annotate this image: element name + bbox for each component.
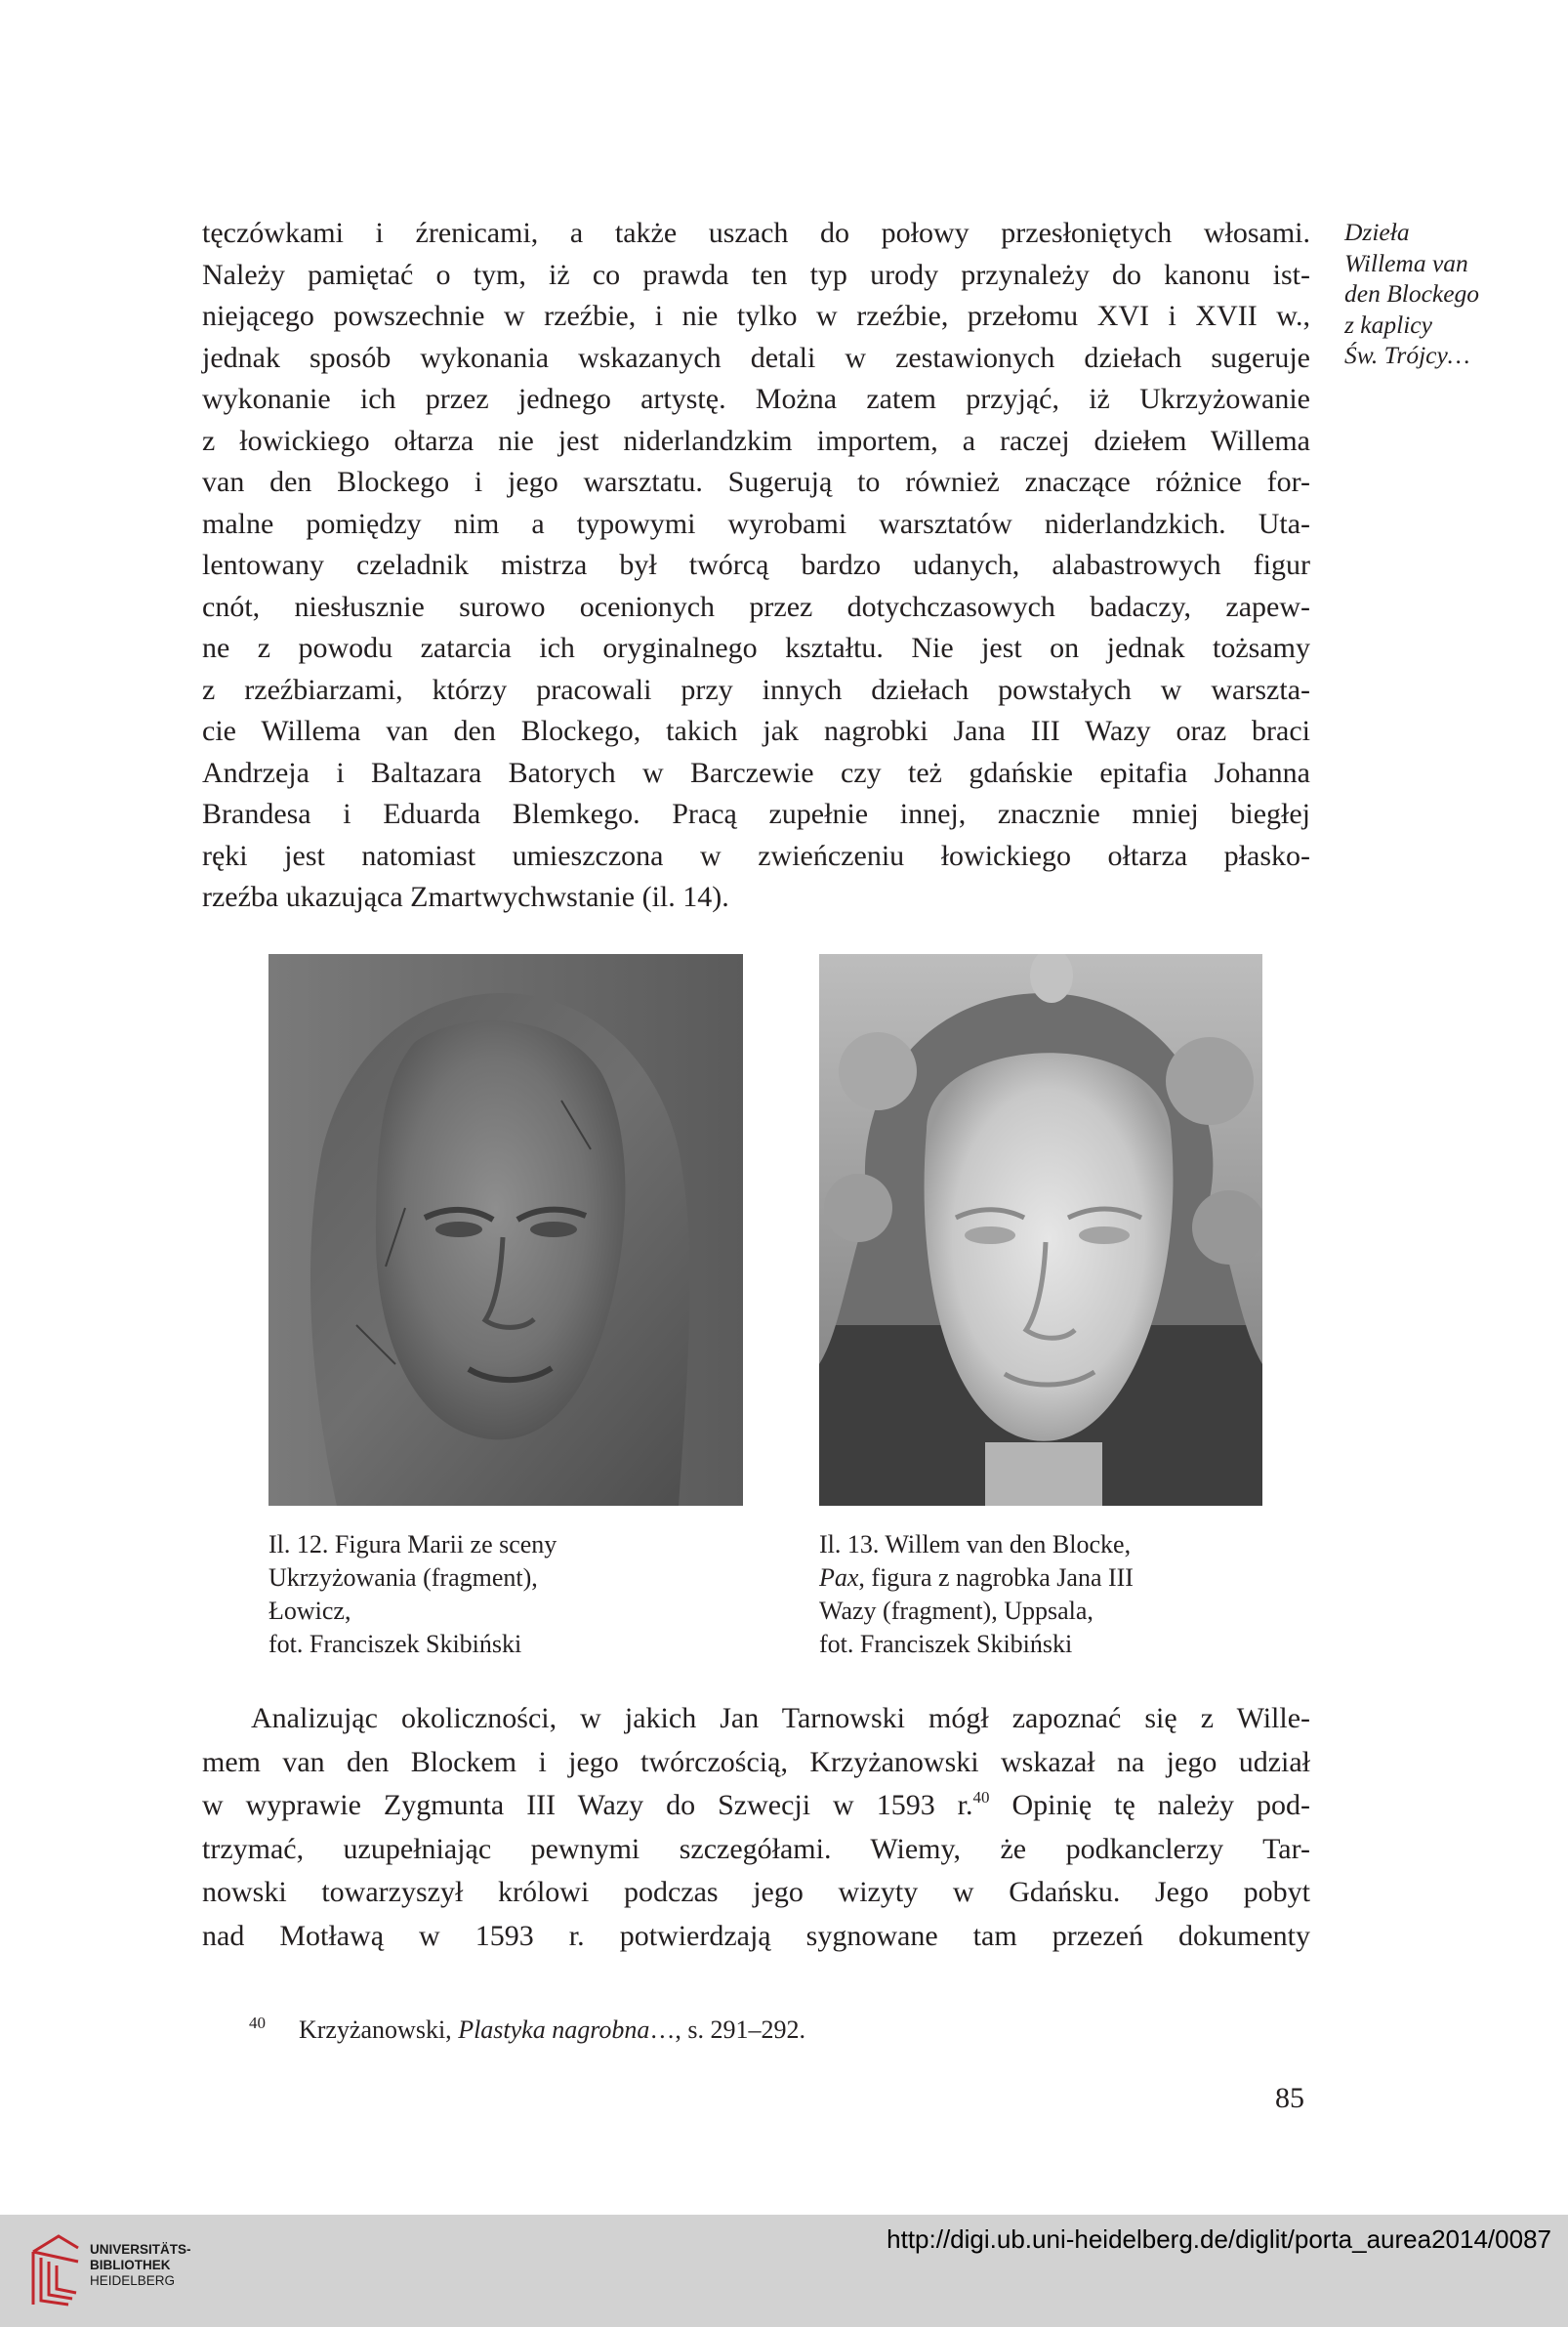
body-paragraph-2 (202, 1697, 1310, 1958)
footnote-number: 40 (249, 2014, 266, 2032)
page-number: 85 (1275, 2082, 1304, 2114)
text-segment: w wyprawie Zygmunta III Wazy do Szwecji w 1593 r. (202, 1789, 973, 1821)
logo-line: BIBLIOTHEK (90, 2258, 171, 2272)
text-line: niejącego powszechnie w rzeźbie, i nie tylko w rzeźbie, przełomu XVI i XVII w., (202, 300, 1310, 332)
marginal-note (1344, 217, 1540, 371)
figure-12-caption (268, 1528, 557, 1661)
text-line: wykonanie ich przez jednego artystę. Można zatem przyjąć, iż Ukrzyżowanie (202, 383, 1310, 415)
text-line: z łowickiego ołtarza nie jest niderlandzkim importem, a raczej dziełem Willema (202, 424, 1310, 457)
library-logo-icon[interactable] (29, 2232, 82, 2308)
figure-12-photo (268, 954, 743, 1506)
text-line: ne z powodu zatarcia ich oryginalnego kształtu. Nie jest on jednak tożsamy (202, 632, 1310, 664)
caption-italic-title: Pax (819, 1563, 859, 1592)
footnote-ref[interactable]: 40 (972, 1788, 990, 1807)
marginal-line: z kaplicy (1344, 310, 1432, 339)
figure-13-caption (819, 1528, 1134, 1661)
source-url-link[interactable]: http://digi.ub.uni-heidelberg.de/diglit/porta_aurea2014/0087 (887, 2224, 1551, 2254)
library-logo-text[interactable] (90, 2242, 191, 2289)
text-segment: Opinię tę należy pod- (989, 1789, 1311, 1821)
text-line: Należy pamiętać o tym, iż co prawda ten typ urody przynależy do kanonu ist- (202, 258, 1310, 291)
footnote-author: Krzyżanowski, (299, 2015, 459, 2044)
text-line: lentowany czeladnik mistrza był twórcą bardzo udanych, alabastrowych figur (202, 549, 1310, 581)
marginal-line: Willema van (1344, 248, 1468, 277)
logo-line: HEIDELBERG (90, 2273, 176, 2288)
footnote-pages: …, s. 291–292. (649, 2015, 805, 2044)
text-line: malne pomiędzy nim a typowymi wyrobami warsztatów niderlandzkich. Uta- (202, 507, 1310, 540)
footer-bar (0, 2215, 1568, 2327)
caption-line (819, 1561, 1134, 1595)
text-line: z rzeźbiarzami, którzy pracowali przy innych dziełach powstałych w warszta- (202, 673, 1310, 706)
text-line: jednak sposób wykonania wskazanych detali w zestawionych dziełach sugeruje (202, 341, 1310, 374)
text-line: ręki jest natomiast umieszczona w zwieńczeniu łowickiego ołtarza płasko- (202, 839, 1310, 872)
caption-line: Ukrzyżowania (fragment), (268, 1563, 538, 1592)
text-line: Brandesa i Eduarda Blemkego. Pracą zupełnie innej, znacznie mniej biegłej (202, 798, 1310, 830)
caption-line-rest: , figura z nagrobka Jana III (858, 1563, 1134, 1592)
mary-face-image (268, 954, 743, 1506)
marginal-line: Dzieła (1344, 218, 1410, 246)
text-line: tęczówkami i źrenicami, a także uszach do połowy przesłoniętych włosami. (202, 217, 1310, 249)
caption-line: fot. Franciszek Skibiński (268, 1630, 522, 1658)
marginal-line: den Blockego (1344, 279, 1480, 308)
footnote-title: Plastyka nagrobna (458, 2015, 650, 2044)
text-line: trzymać, uzupełniając pewnymi szczegółami. Wiemy, że podkanclerzy Tar- (202, 1832, 1310, 1865)
figure-13-photo (819, 954, 1262, 1506)
text-line (202, 1784, 1310, 1828)
text-line: Analizując okoliczności, w jakich Jan Tarnowski mógł zapoznać się z Wille- (251, 1702, 1310, 1734)
text-line: mem van den Blockem i jego twórczością, Krzyżanowski wskazał na jego udział (202, 1745, 1310, 1778)
text-line: van den Blockego i jego warsztatu. Sugerują to również znaczące różnice for- (202, 466, 1310, 498)
pax-face-image (819, 954, 1262, 1506)
caption-line: fot. Franciszek Skibiński (819, 1630, 1073, 1658)
logo-line: UNIVERSITÄTS- (90, 2242, 191, 2257)
caption-line: Il. 13. Willem van den Blocke, (819, 1530, 1132, 1558)
caption-line: Łowicz, (268, 1597, 351, 1625)
text-line: cie Willema van den Blockego, takich jak nagrobki Jana III Wazy oraz braci (202, 715, 1310, 747)
text-line: cnót, niesłusznie surowo ocenionych przez dotychczasowych badaczy, zapew- (202, 590, 1310, 623)
caption-line: Il. 12. Figura Marii ze sceny (268, 1530, 557, 1558)
body-paragraph-1 (202, 213, 1310, 919)
text-line: Andrzeja i Baltazara Batorych w Barczewie czy też gdańskie epitafia Johanna (202, 756, 1310, 789)
text-line: rzeźba ukazująca Zmartwychwstanie (il. 14). (202, 881, 729, 913)
text-line: nad Motławą w 1593 r. potwierdzają sygnowane tam przezeń dokumenty (202, 1919, 1310, 1952)
text-line: nowski towarzyszył królowi podczas jego wizyty w Gdańsku. Jego pobyt (202, 1876, 1310, 1908)
caption-line: Wazy (fragment), Uppsala, (819, 1597, 1093, 1625)
footnote-40 (249, 2007, 805, 2047)
marginal-line: Św. Trójcy… (1344, 341, 1470, 369)
